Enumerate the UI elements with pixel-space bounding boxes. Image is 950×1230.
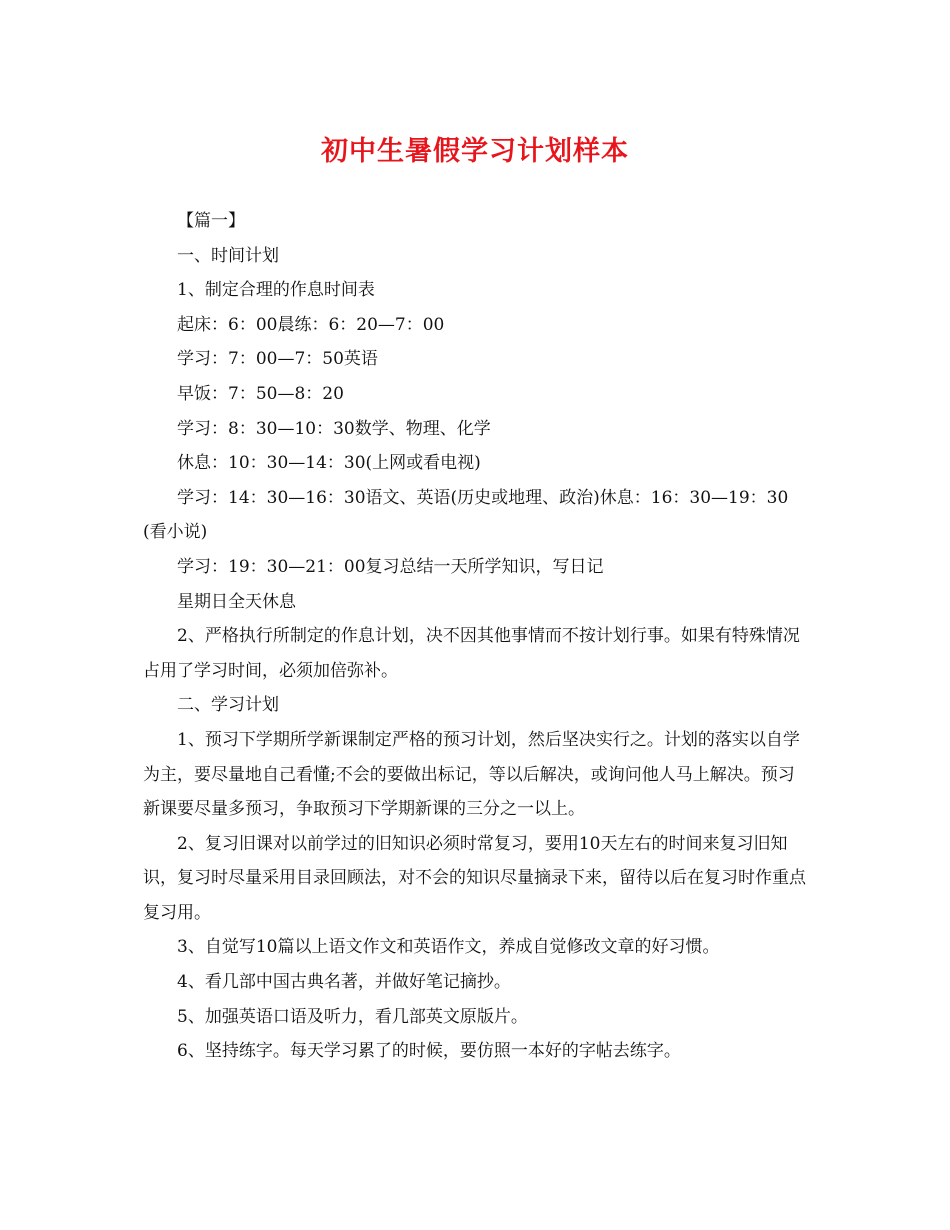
schedule-line-breakfast: 早饭：7：50—8：20 [177,383,344,404]
schedule-line-rest-noon: 休息：10：30—14：30(上网或看电视) [177,453,481,474]
paragraph-english: 5、加强英语口语及听力，看几部英文原版片。 [177,1006,528,1027]
paragraph-preview: 1、预习下学期所学新课制定严格的预习计划，然后坚决实行之。计划的落实以自学为主，要尽量地自己看懂;不会的要做出标记，等以后解决，或询问他人马上解决。预习新课要尽量多预习，争取预习下学期新课的三分之一以上。 [143,729,800,820]
schedule-line-sunday: 星期日全天休息 [177,591,296,612]
paragraph-writing: 3、自觉写10篇以上语文作文和英语作文，养成自觉修改文章的好习惯。 [177,937,720,958]
document-body [143,204,808,1069]
schedule-line-wake: 起床：6：00晨练：6：20—7：00 [177,314,445,335]
paragraph-calligraphy: 6、坚持练字。每天学习累了的时候，要仿照一本好的字帖去练字。 [177,1041,681,1062]
paragraph-schedule-intro: 1、制定合理的作息时间表 [177,280,375,301]
section-heading-part-one: 【篇一】 [177,211,245,231]
schedule-line-study-english: 学习：7：00—7：50英语 [177,349,378,370]
schedule-line-review: 学习：19：30—21：00复习总结一天所学知识，写日记 [177,556,604,577]
section-heading-time-plan: 一、时间计划 [177,245,279,266]
paragraph-classics: 4、看几部中国古典名著，并做好笔记摘抄。 [177,972,511,993]
section-heading-study-plan: 二、学习计划 [177,695,279,716]
paragraph-review: 2、复习旧课对以前学过的旧知识必须时常复习，要用10天左右的时间来复习旧知识，复习时尽量采用目录回顾法，对不会的知识尽量摘录下来，留待以后在复习时作重点复习用。 [143,833,806,923]
schedule-line-study-afternoon: 学习：14：30—16：30语文、英语(历史或地理、政治)休息：16：30—19：30(看小说) [143,487,789,543]
schedule-line-study-science: 学习：8：30—10：30数学、物理、化学 [177,418,491,439]
paragraph-strict-execution: 2、严格执行所制定的作息计划，决不因其他事情而不按计划行事。如果有特殊情况占用了学习时间，必须加倍弥补。 [143,626,800,681]
document-title: 初中生暑假学习计划样本 [321,136,629,167]
